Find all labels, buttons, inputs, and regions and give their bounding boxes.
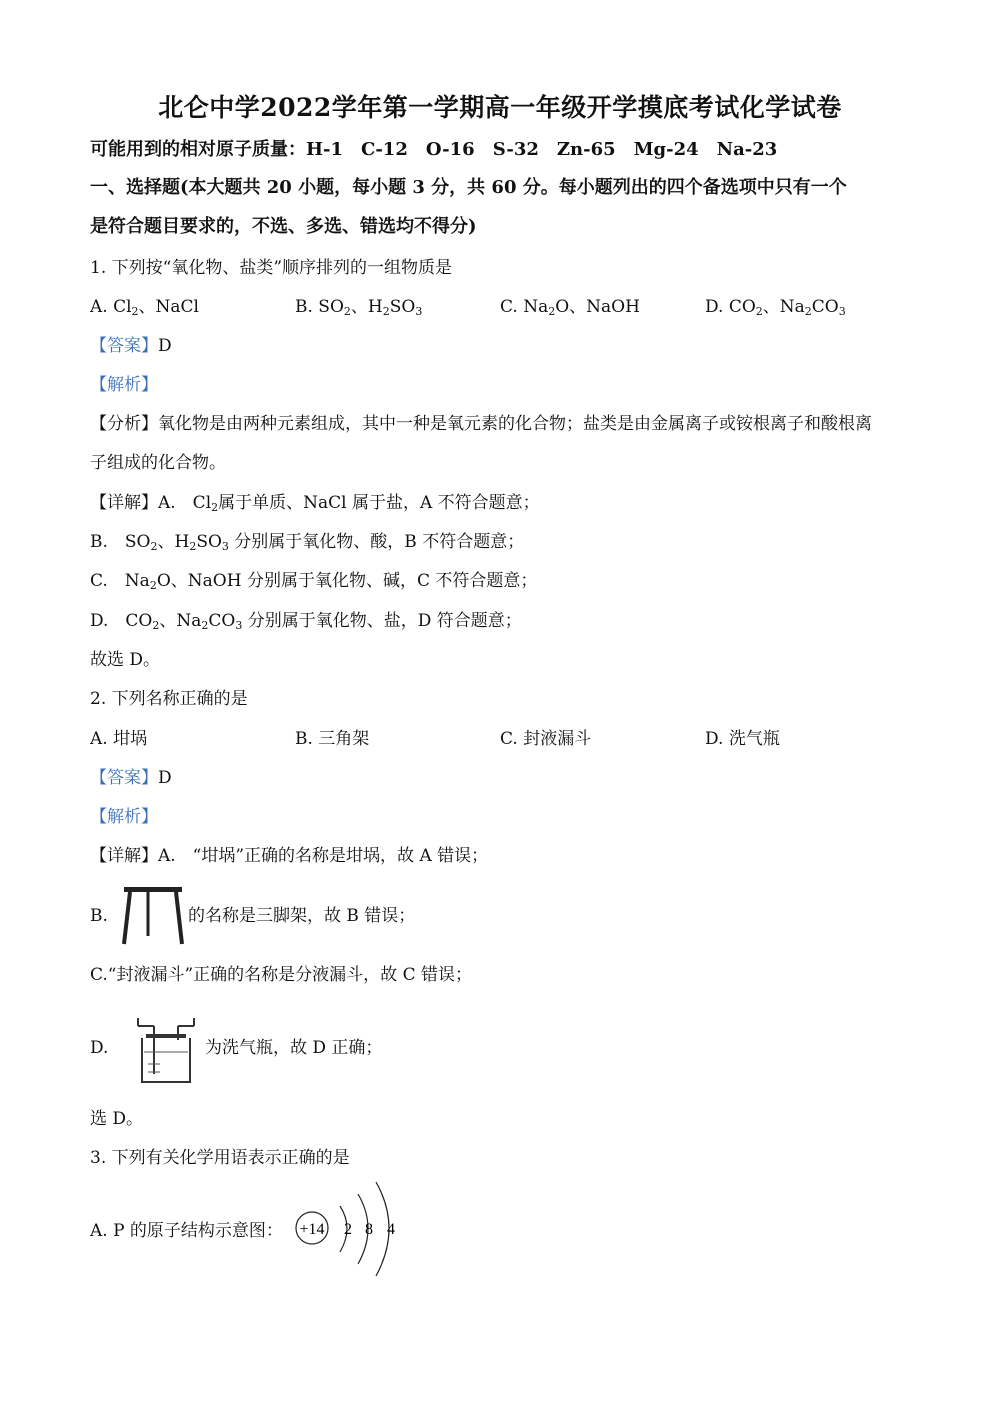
q1-detail-c: C. $Na_2O$、NaOH 分别属于氧化物、碱，C 不符合题意； [90,571,538,592]
q3-option-a-text: A. P 的原子结构示意图： [90,1221,283,1241]
q2-detail-b-label: B. [90,906,108,926]
q2-detail-c: C.“封液漏斗”正确的名称是分液漏斗，故 C 错误； [90,965,473,985]
section-header-line2: 是符合题目要求的，不选、多选、错选均不得分) [90,216,477,237]
q3-stem: 3. 下列有关化学用语表示正确的是 [90,1148,350,1168]
atomic-masses: 可能用到的相对原子质量：H-1 C-12 O-16 S-32 Zn-65 Mg-24 Na-23 [90,139,778,160]
tripod-image [118,884,188,946]
q1-option-d: D. $CO_2$、$Na_2CO_3$ [705,297,846,318]
q2-option-c: C. 封液漏斗 [500,729,592,749]
shell-electrons-3: 4 [387,1221,395,1238]
q1-analysis-tag: 【解析】 [90,375,158,395]
section-header-line1: 一、选择题(本大题共 20 小题，每小题 3 分，共 60 分。每小题列出的四个备选项中只有一个 [90,177,847,198]
q1-option-b: B. $SO_2$、$H_2SO_3$ [295,297,423,318]
q2-option-b: B. 三角架 [295,729,370,749]
q1-option-c: C. $Na_2O$、NaOH [500,297,640,318]
q2-conclusion: 选 D。 [90,1109,144,1129]
gas-washing-bottle-image [132,1016,202,1086]
q2-detail-d-text: 为洗气瓶，故 D 正确； [205,1038,383,1058]
q2-option-a: A. 坩埚 [90,729,148,749]
page-title: 北仑中学2022学年第一学期高一年级开学摸底考试化学试卷 [158,93,842,122]
q1-answer: 【答案】D [90,336,172,356]
q1-detail-d: D. $CO_2$、$Na_2CO_3$ 分别属于氧化物、盐，D 符合题意； [90,611,522,632]
q1-fenxi-line1: 【分析】氧化物是由两种元素组成，其中一种是氧元素的化合物；盐类是由金属离子或铵根离子和酸根离 [90,414,872,434]
q1-detail-a: 【详解】A. $Cl_2$属于单质、NaCl 属于盐，A 不符合题意； [90,493,540,514]
q1-conclusion: 故选 D。 [90,650,161,670]
q2-detail-a: 【详解】A. “坩埚”正确的名称是坩埚，故 A 错误； [90,846,489,866]
shell-electrons-1: 2 [344,1221,352,1238]
q1-option-a: A. $Cl_2$、NaCl [90,297,199,318]
shell-electrons-2: 8 [365,1221,373,1238]
q2-option-d: D. 洗气瓶 [705,729,780,749]
q2-detail-b-text: 的名称是三脚架，故 B 错误； [188,906,416,926]
q1-detail-b: B. $SO_2$、$H_2SO_3$ 分别属于氧化物、酸，B 不符合题意； [90,532,525,553]
nucleus-charge: +14 [299,1221,325,1238]
q2-analysis-tag: 【解析】 [90,807,158,827]
atomic-structure-diagram [290,1178,410,1282]
q1-fenxi-line2: 子组成的化合物。 [90,453,226,473]
q2-answer: 【答案】D [90,768,172,788]
q2-stem: 2. 下列名称正确的是 [90,689,248,709]
q2-detail-d-label: D. [90,1038,109,1058]
q1-stem: 1. 下列按“氧化物、盐类”顺序排列的一组物质是 [90,258,453,278]
